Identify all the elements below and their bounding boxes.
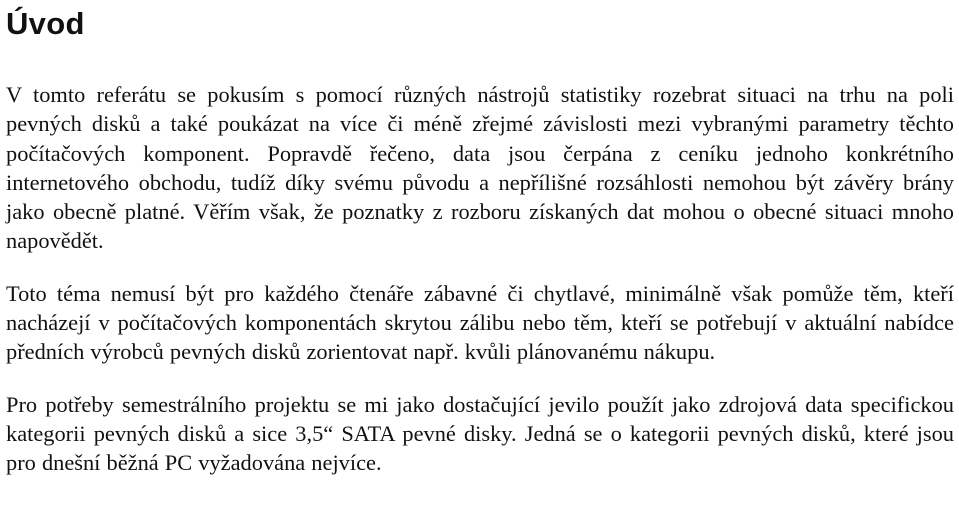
paragraph-data-source: Pro potřeby semestrálního projektu se mi jako dostačující jevilo použít jako zdrojová data specifickou kategorii pevných disků a sice 3,5“ SATA pevné disky. Jedná se o kategorii pevných disků, které jsou pro dnešní běžná PC vyžadována nejvíce. bbox=[6, 391, 954, 476]
paragraph-intro: V tomto referátu se pokusím s pomocí různých nástrojů statistiky rozebrat situaci na trhu na poli pevných disků a také poukázat na více či méně zřejmé závislosti mezi vybranými parametry těchto počítačových komponent. Popravdě řečeno, data jsou čerpána z ceníku jednoho konkrétního internetového obchodu, tudíž díky svému původu a nepřílišné rozsáhlosti nemohou být závěry brány jako obecně platné. Věřím však, že poznatky z rozboru získaných dat mohou o obecné situaci mnoho napovědět. bbox=[6, 82, 954, 254]
document-page bbox=[6, 0, 954, 478]
paragraph-audience: Toto téma nemusí být pro každého čtenáře zábavné či chytlavé, minimálně však pomůže těm, kteří nacházejí v počítačových komponentách skrytou zálibu nebo těm, kteří se potřebují v aktuální nabídce předních výrobců pevných disků zorientovat např. kvůli plánovanému nákupu. bbox=[6, 280, 954, 365]
section-heading: Úvod bbox=[6, 6, 85, 41]
